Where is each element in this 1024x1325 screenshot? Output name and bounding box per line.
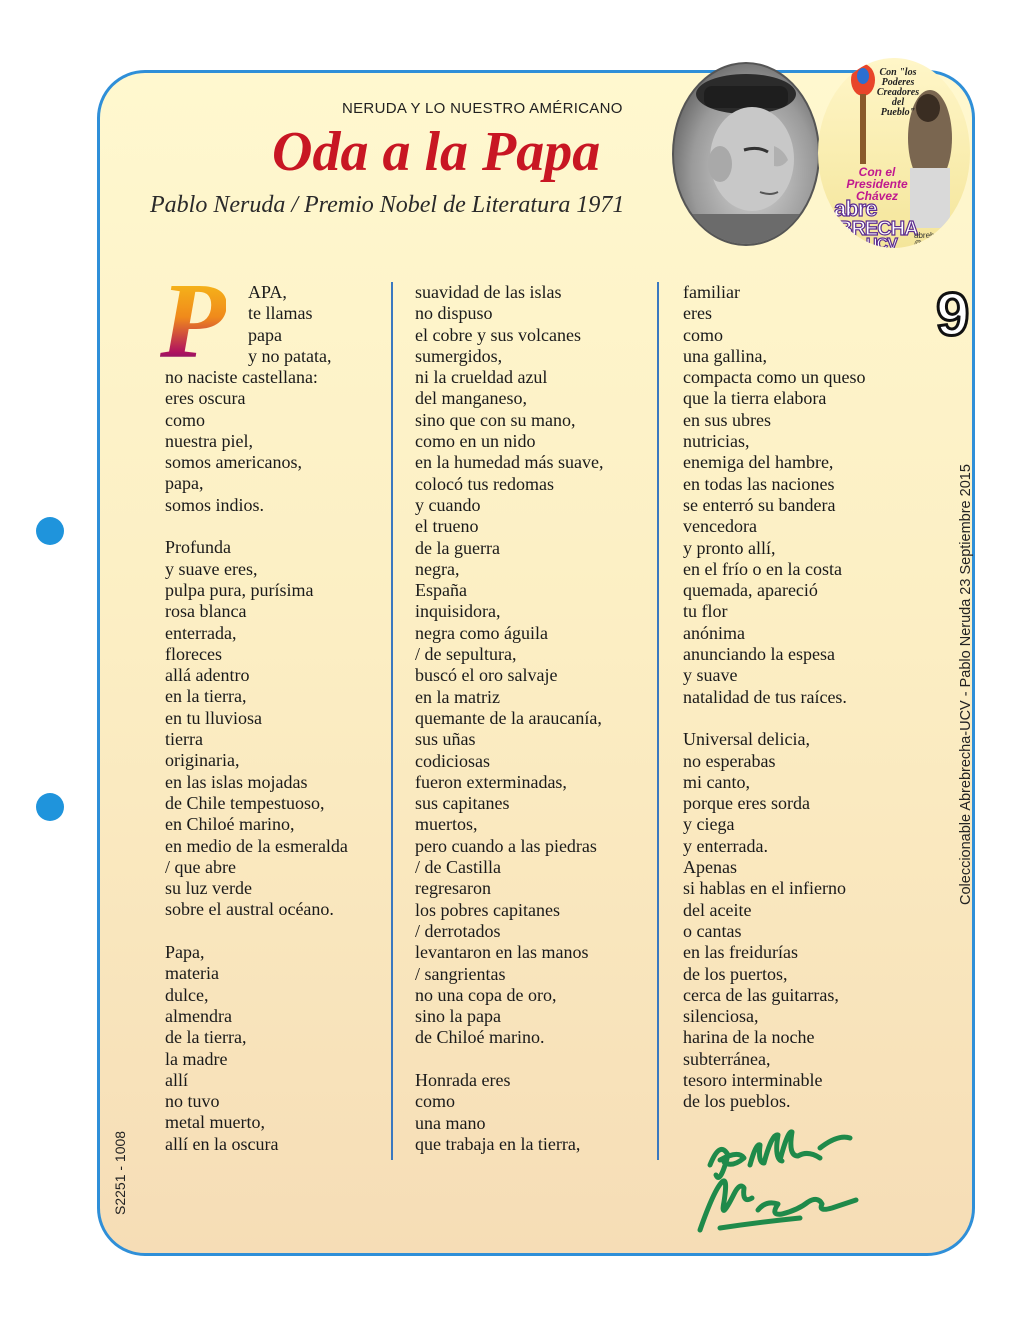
poem-line: / de Castilla xyxy=(415,857,501,878)
column-divider-2 xyxy=(657,282,659,1160)
poem-line: buscó el oro salvaje xyxy=(415,665,558,686)
poem-line: como xyxy=(165,409,205,430)
poem-line: pero cuando a las piedras xyxy=(415,835,597,856)
poem-line: materia xyxy=(165,963,219,984)
poem-line: rosa blanca xyxy=(165,601,247,622)
poem-line: los pobres capitanes xyxy=(415,899,560,920)
poem-line: compacta como un queso xyxy=(683,367,866,388)
poem-line: y enterrada. xyxy=(683,835,768,856)
poem-line: tesoro interminable xyxy=(683,1069,823,1090)
stanza-break xyxy=(165,921,348,942)
poem-line: nuestra piel, xyxy=(165,430,253,451)
portrait-image xyxy=(674,64,818,244)
byline: Pablo Neruda / Premio Nobel de Literatura 1971 xyxy=(150,192,625,218)
poem-line: y cuando xyxy=(415,494,481,515)
poem-line: quemada, apareció xyxy=(683,580,818,601)
poem-line: subterránea, xyxy=(683,1048,771,1069)
poem-line: y suave xyxy=(683,665,738,686)
poem-line: porque eres sorda xyxy=(683,793,810,814)
poem-line: en sus ubres xyxy=(683,409,771,430)
poem-line: Honrada eres xyxy=(415,1069,511,1090)
poem-line: somos americanos, xyxy=(165,452,302,473)
poem-line: anónima xyxy=(683,622,745,643)
poem-line: sino la papa xyxy=(415,1006,501,1027)
poem-line: allí en la oscura xyxy=(165,1133,279,1154)
poem-line: Apenas xyxy=(683,857,737,878)
author-signature xyxy=(680,1110,880,1245)
poem-line: y pronto allí, xyxy=(683,537,776,558)
poem-line: y suave eres, xyxy=(165,558,258,579)
collection-caption: Coleccionable Abrebrecha-UCV - Pablo Neruda 23 Septiembre 2015 xyxy=(958,464,974,905)
logo-president-text: Con el Presidente Chávez xyxy=(846,165,908,203)
poem-line: una gallina, xyxy=(683,345,767,366)
poem-line: pulpa pura, purísima xyxy=(165,579,314,600)
poem-line: en las freidurías xyxy=(683,942,798,963)
poem-line: el cobre y sus volcanes xyxy=(415,324,581,345)
poem-line: natalidad de tus raíces. xyxy=(683,686,847,707)
poem-line: muertos, xyxy=(415,814,478,835)
poem-line: te llamas xyxy=(248,303,313,324)
poem-line: no tuvo xyxy=(165,1091,220,1112)
poem-line: sus uñas xyxy=(415,729,476,750)
poem-line: de Chiloé marino. xyxy=(415,1027,545,1048)
poem-line: y ciega xyxy=(683,814,735,835)
poem-line: el trueno xyxy=(415,516,479,537)
poem-line: en todas las naciones xyxy=(683,473,835,494)
poem-line: regresaron xyxy=(415,878,491,899)
poem-line: suavidad de las islas xyxy=(415,282,562,302)
poem-line: sino que con su mano, xyxy=(415,409,576,430)
stanza-break xyxy=(415,1049,603,1070)
poem-line: en tu lluviosa xyxy=(165,707,262,728)
poem-column-1-opening xyxy=(248,282,331,367)
poem-line: anunciando la espesa xyxy=(683,644,835,665)
poem-line: Universal delicia, xyxy=(683,729,810,750)
poem-line: o cantas xyxy=(683,920,742,941)
poem-line: sus capitanes xyxy=(415,793,510,814)
poem-line: si hablas en el infierno xyxy=(683,878,846,899)
binder-hole-bottom xyxy=(36,793,64,821)
poem-line: almendra xyxy=(165,1005,232,1026)
poem-column-2 xyxy=(415,282,603,1155)
logo-slogan: Con "los Poderes Creadores del Pueblo" xyxy=(876,67,920,118)
poem-line: de la tierra, xyxy=(165,1027,247,1048)
poem-line: no naciste castellana: xyxy=(165,367,318,387)
poem-line: tierra xyxy=(165,729,203,750)
poem-line: Profunda xyxy=(165,537,231,558)
poem-line: una mano xyxy=(415,1112,486,1133)
poem-line: ni la crueldad azul xyxy=(415,367,548,388)
poem-line: levantaron en las manos xyxy=(415,942,589,963)
poem-line: en Chiloé marino, xyxy=(165,814,295,835)
binder-hole-top xyxy=(36,517,64,545)
poem-line: su luz verde xyxy=(165,878,252,899)
logo-email: abrebrechaucv @gmail.com xyxy=(914,231,967,248)
poem-line: harina de la noche xyxy=(683,1027,815,1048)
poem-line: que la tierra elabora xyxy=(683,388,827,409)
poem-line: como xyxy=(683,324,723,345)
poem-line: floreces xyxy=(165,643,222,664)
poem-line: cerca de las guitarras, xyxy=(683,984,839,1005)
poem-line: quemante de la araucanía, xyxy=(415,707,602,728)
poem-line: papa xyxy=(248,324,282,345)
poem-line: como xyxy=(415,1091,455,1112)
poem-line: mi canto, xyxy=(683,771,750,792)
poem-line: del aceite xyxy=(683,899,752,920)
poem-line: colocó tus redomas xyxy=(415,473,554,494)
poem-line: de la guerra xyxy=(415,537,500,558)
poem-line: no dispuso xyxy=(415,303,493,324)
logo-brand-word-2: BRECHA xyxy=(838,218,918,240)
poem-column-1 xyxy=(165,367,348,1155)
poem-line: tu flor xyxy=(683,601,728,622)
poem-line: en el frío o en la costa xyxy=(683,558,842,579)
poem-line: inquisidora, xyxy=(415,601,501,622)
poem-line: la madre xyxy=(165,1048,228,1069)
poem-line: se enterró su bandera xyxy=(683,494,836,515)
poem-line: / que abre xyxy=(165,856,236,877)
stanza-break xyxy=(165,516,348,537)
section-kicker: NERUDA Y LO NUESTRO AMÉRICANO xyxy=(342,100,623,117)
signature-image xyxy=(680,1110,880,1240)
poem-line: somos indios. xyxy=(165,494,265,515)
poem-line: vencedora xyxy=(683,516,757,537)
poem-line: / sangrientas xyxy=(415,963,506,984)
poem-line: silenciosa, xyxy=(683,1006,759,1027)
print-code: S2251 - 1008 xyxy=(112,1130,128,1215)
column-divider-1 xyxy=(391,282,393,1160)
poem-line: negra como águila xyxy=(415,622,548,643)
poem-line: metal muerto, xyxy=(165,1112,265,1133)
poem-line: y no patata, xyxy=(248,345,332,366)
page-number: 9 xyxy=(936,281,970,348)
poem-line: en medio de la esmeralda xyxy=(165,835,348,856)
poem-line: negra, xyxy=(415,558,460,579)
poem-column-3 xyxy=(683,282,865,1113)
poem-line: España xyxy=(415,580,467,601)
poem-line: fueron exterminadas, xyxy=(415,771,567,792)
drop-cap: P xyxy=(160,262,226,381)
poem-line: de los pueblos. xyxy=(683,1091,791,1112)
logo-brand-word-3: UCV xyxy=(866,236,897,248)
poem-line: de los puertos, xyxy=(683,963,788,984)
poem-line: originaria, xyxy=(165,750,240,771)
poem-line: eres oscura xyxy=(165,388,246,409)
poem-title: Oda a la Papa xyxy=(272,121,601,183)
poem-line: que trabaja en la tierra, xyxy=(415,1133,581,1154)
poem-line: allí xyxy=(165,1069,188,1090)
poem-line: en la matriz xyxy=(415,686,500,707)
poem-line: en la tierra, xyxy=(165,686,247,707)
poem-line: nutricias, xyxy=(683,431,750,452)
poem-line: no una copa de oro, xyxy=(415,984,557,1005)
poem-line: del manganeso, xyxy=(415,388,527,409)
poem-line: en las islas mojadas xyxy=(165,771,308,792)
poem-line: en la humedad más suave, xyxy=(415,452,604,473)
poem-line: no esperabas xyxy=(683,750,776,771)
poem-line: APA, xyxy=(248,282,287,302)
poem-line: sobre el austral océano. xyxy=(165,899,334,920)
poem-line: Papa, xyxy=(165,942,205,963)
logo-brand-bottom xyxy=(866,236,897,248)
poem-line: eres xyxy=(683,303,712,324)
poem-line: familiar xyxy=(683,282,740,302)
logo-brand-word-1: abre xyxy=(834,196,877,221)
poem-line: allá adentro xyxy=(165,665,250,686)
poem-line: de Chile tempestuoso, xyxy=(165,792,325,813)
poem-line: codiciosas xyxy=(415,750,490,771)
poem-line: / de sepultura, xyxy=(415,644,517,665)
abrebrecha-logo xyxy=(818,58,970,248)
poem-line: / derrotados xyxy=(415,920,501,941)
stanza-break xyxy=(683,708,865,729)
poem-line: papa, xyxy=(165,473,204,494)
poem-line: enterrada, xyxy=(165,622,237,643)
poem-line: sumergidos, xyxy=(415,345,503,366)
author-portrait xyxy=(672,62,820,246)
poem-line: como en un nido xyxy=(415,431,536,452)
poem-line: enemiga del hambre, xyxy=(683,452,834,473)
poem-line: dulce, xyxy=(165,984,209,1005)
